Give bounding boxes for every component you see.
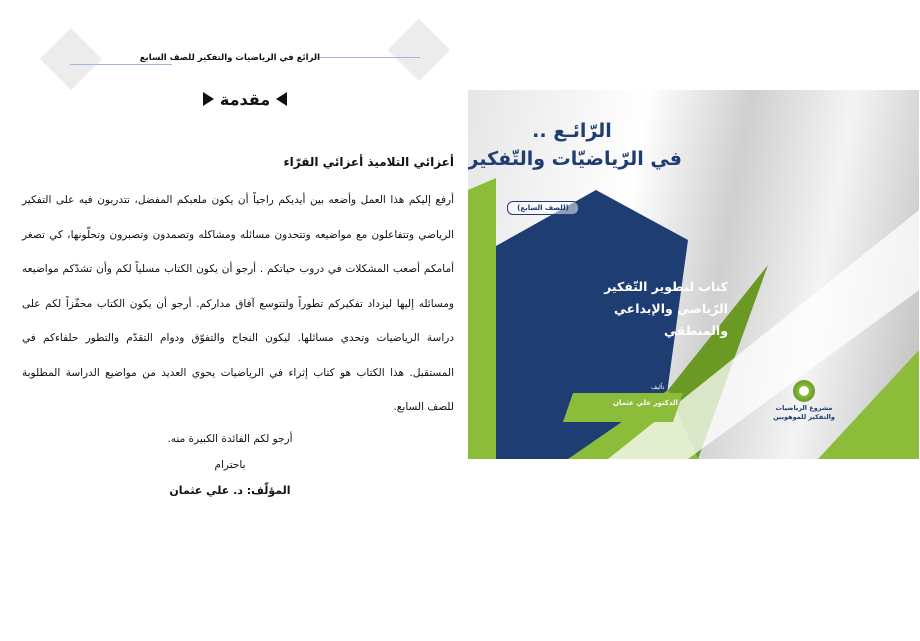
header-rule-left [70, 64, 172, 65]
closing-block [120, 426, 340, 504]
triangle-marker-icon [203, 92, 214, 106]
cover-artwork [468, 90, 919, 459]
cover-green-strip [468, 178, 496, 459]
regards: باحترام [214, 459, 246, 471]
author-label: تأليف [651, 384, 665, 391]
cover-description [528, 276, 728, 342]
greeting: أعزائي التلاميذ أعزائي القرّاء [283, 155, 454, 169]
header-diamond-left [40, 28, 102, 90]
cover-author-name: الدكتور علي عثمان [613, 399, 678, 407]
cover-description-line-1: كتاب لتطوير التّفكير [604, 279, 728, 294]
project-name-line-1: مشروع الرياضيات [775, 404, 833, 412]
project-name [764, 404, 844, 422]
header-rule-right [316, 57, 420, 58]
cover-title: الرّائـع .. [532, 120, 612, 142]
intro-paragraph: أرفع إليكم هذا العمل وأضعه بين أيديكم راجياً أن يكون ملعبكم المفضل، تتدربون فيه على التفكير الرياضي وتتفاعلون مع مواضيعه وتتحدون مسائله ومشاكله وتصمدون وتصبرون وتحلّونها، كي تصغر أمامكم أصعب المشكلات في دروب حياتكم . أرجو أن يكون الكتاب مسلياً لكم وأن تشدّكم مواضيعه ومسائله إليها ليزداد تفكيركم تطوراً ولتتوسع آفاق مداركم. أرجو أن يكون الكتاب محفّزاً لكم على دراسة الرياضيات وتحدي مسائلها. ليكون النجاح والتفوّق ودوام التقدّم والتطور حلفاءكم في المستقبل. هذا الكتاب هو كتاب إثراء في الرياضيات يحوي العديد من مواضيع الدراسة المطلوبة للصف السابع. [22, 194, 454, 413]
cover-description-line-2: الرّياضي والإبداعي [614, 301, 728, 316]
author-banner [563, 393, 683, 422]
intro-text [22, 152, 454, 425]
cover-description-line-3: والمنطقي [663, 323, 728, 338]
intro-title: مقدمة [219, 89, 271, 109]
closing-wish: أرجو لكم الفائدة الكبيرة منه. [167, 433, 293, 445]
grade-badge: (للصف السابع) [507, 201, 579, 215]
cover-subtitle: في الرّياضيّات والتّفكير [468, 148, 682, 170]
intro-heading [190, 88, 300, 110]
project-logo-icon [793, 380, 815, 402]
project-name-line-2: والتفكير للموهوبين [773, 413, 835, 421]
book-cover [468, 90, 919, 459]
header-diamond-right [388, 19, 450, 81]
running-header: الرائع في الرياضيات والتفكير للصف السابع [139, 53, 320, 63]
author-signature: المؤلّف: د. علي عثمان [169, 484, 291, 497]
triangle-marker-icon [276, 92, 287, 106]
